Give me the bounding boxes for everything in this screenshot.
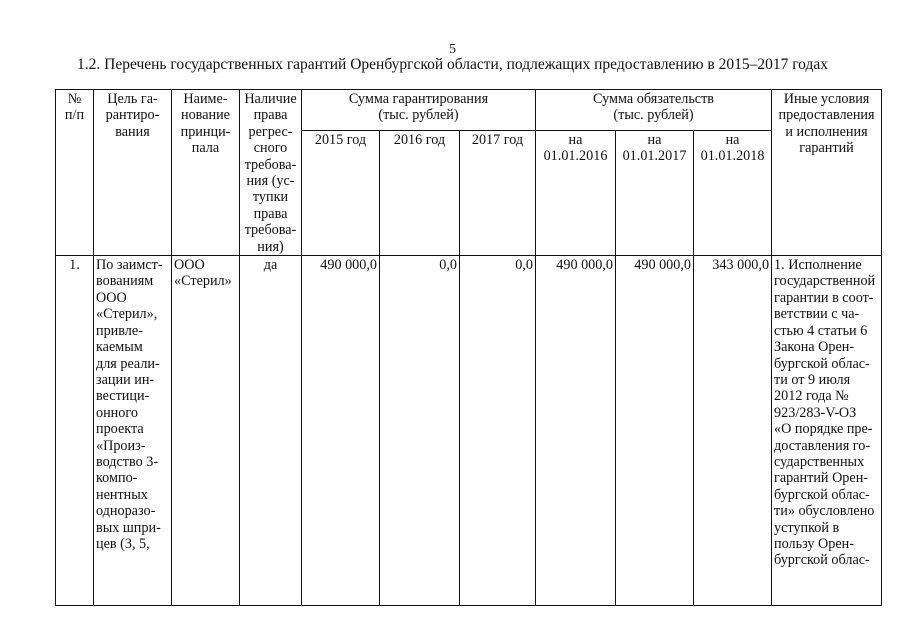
guarantees-table [55, 89, 882, 606]
header-goal: Цель га- рантиро- вания [94, 90, 172, 256]
cell-2015: 490 000,0 [302, 256, 380, 606]
cell-regress: да [240, 256, 302, 606]
document-title: 1.2. Перечень государственных гарантий Оренбургской области, подлежащих предоставлению в 2015–2017 годах [77, 56, 828, 73]
cell-principal: ООО «Стерил» [172, 256, 240, 606]
header-sum-group: Сумма гарантирования (тыс. рублей) [302, 90, 536, 131]
header-obligations-group: Сумма обязательств (тыс. рублей) [536, 90, 772, 131]
cell-date-2018: 343 000,0 [694, 256, 772, 606]
header-2017: 2017 год [460, 131, 536, 256]
header-other-conditions: Иные условия предоставления и исполнения гарантий [772, 90, 882, 256]
header-date-2017: на 01.01.2017 [616, 131, 694, 256]
header-2015: 2015 год [302, 131, 380, 256]
cell-num: 1. [56, 256, 94, 606]
header-regress: Наличие права регрес- сного требова- ния (ус- тупки права требова- ния) [240, 90, 302, 256]
cell-other-conditions: 1. Исполнение государственной гарантии в соот- ветствии с ча- стью 4 статьи 6 Закона Орен- бургской облас- ти от 9 июля 2012 года № 923/283-V-ОЗ «О порядке пре- доставления го- сударственных гарантий Орен- бургской облас- ти» обусловлено уступкой в пользу Орен- бургской облас- [772, 256, 882, 606]
header-principal: Наиме- нование принци- пала [172, 90, 240, 256]
cell-2017: 0,0 [460, 256, 536, 606]
cell-date-2017: 490 000,0 [616, 256, 694, 606]
cell-2016: 0,0 [380, 256, 460, 606]
page-number: 5 [449, 42, 456, 57]
table-row [56, 256, 882, 606]
header-date-2016: на 01.01.2016 [536, 131, 616, 256]
cell-goal: По заимст- вованиям ООО «Стерил», привле- каемым для реали- зации ин- вестици- онного проекта «Произ- водство 3- компо- нентных одноразо- вых шпри- цев (3, 5, [94, 256, 172, 606]
header-date-2018: на 01.01.2018 [694, 131, 772, 256]
header-2016: 2016 год [380, 131, 460, 256]
header-num: № п/п [56, 90, 94, 256]
header-row-1 [56, 90, 882, 131]
cell-date-2016: 490 000,0 [536, 256, 616, 606]
